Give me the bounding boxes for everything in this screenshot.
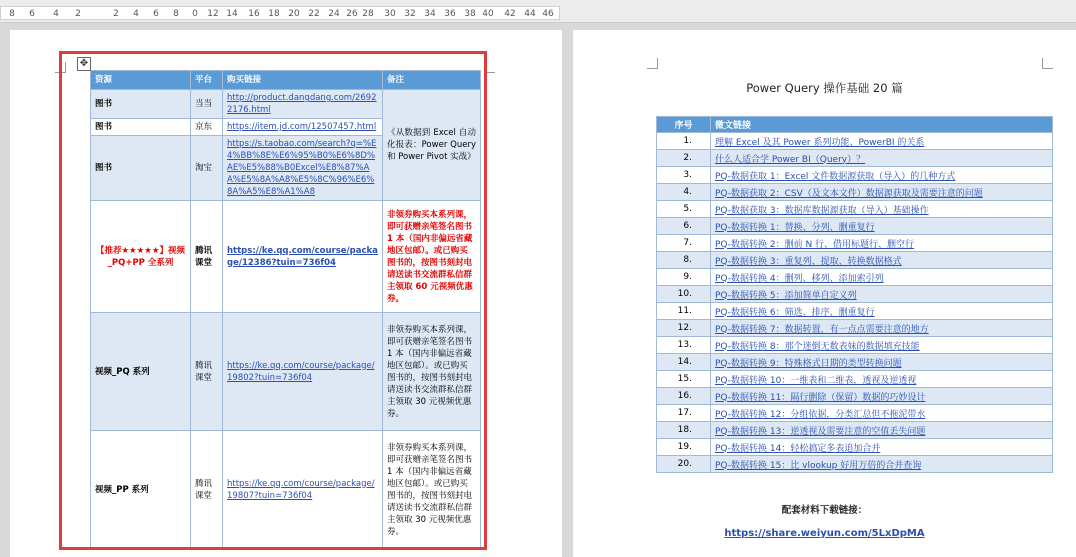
- table-row: [91, 431, 481, 549]
- article-link[interactable]: PQ-数据转换 1：替换、分列、删重复行: [715, 222, 875, 233]
- horizontal-ruler[interactable]: [0, 0, 1076, 23]
- platform-cell: 腾讯课堂: [191, 313, 223, 431]
- table-row: [657, 354, 1053, 371]
- article-link[interactable]: PQ-数据转换 6：筛选、排序、删重复行: [715, 307, 875, 318]
- article-link[interactable]: PQ-数据转换 4：删列、移列、添加索引列: [715, 273, 884, 284]
- article-link[interactable]: PQ-数据转换 13：逆透视及需要注意的空值丢失问题: [715, 426, 926, 437]
- table-row: [657, 184, 1053, 201]
- ruler-mark: 2: [113, 9, 119, 19]
- ruler-mark: 6: [153, 9, 159, 19]
- article-link[interactable]: PQ-数据转换 7：数据转置，有一点点需要注意的地方: [715, 324, 929, 335]
- header-cell: 序号: [657, 117, 711, 133]
- article-link[interactable]: PQ-数据转换 14：轻松搞定多表追加合并: [715, 443, 881, 454]
- ruler-mark: 42: [504, 9, 516, 19]
- header-cell: 购买链接: [223, 71, 383, 90]
- resource-table[interactable]: [90, 70, 481, 549]
- table-row: [657, 388, 1053, 405]
- ruler-mark: 36: [444, 9, 456, 19]
- ruler-mark: 22: [308, 9, 320, 19]
- ruler-mark: 12: [207, 9, 219, 19]
- table-row: [657, 167, 1053, 184]
- ruler-mark: 28: [362, 9, 374, 19]
- resource-cell: 图书: [91, 119, 191, 136]
- ruler-mark: 26: [346, 9, 358, 19]
- resource-cell: 【推荐★★★★★】视频_PQ+PP 全系列: [91, 201, 191, 313]
- article-table[interactable]: [656, 116, 1053, 473]
- ruler-mark: 8: [173, 9, 179, 19]
- platform-cell: 当当: [191, 90, 223, 119]
- note-cell: 非领券购买本系列课，即可获赠亲笔签名图书 1 本（国内非偏远省藏地区包邮）。或已购买图书的，按图书刻封电请送读书交流群私信群主领取 30 元视频优惠券。: [383, 313, 481, 431]
- row-number: 10.: [657, 286, 711, 303]
- article-link[interactable]: PQ-数据转换 5：添加简单自定义列: [715, 290, 857, 301]
- row-number: 1.: [657, 133, 711, 150]
- ruler-mark: 16: [248, 9, 260, 19]
- document-page-right[interactable]: [573, 30, 1076, 557]
- row-number: 2.: [657, 150, 711, 167]
- ruler-mark: 24: [328, 9, 340, 19]
- document-page-left[interactable]: [10, 30, 562, 557]
- table-row: [657, 133, 1053, 150]
- table-row: [91, 201, 481, 313]
- row-number: 16.: [657, 388, 711, 405]
- platform-cell: 淘宝: [191, 136, 223, 201]
- ruler-mark: 8: [9, 9, 15, 19]
- row-number: 13.: [657, 337, 711, 354]
- ruler-mark: 40: [482, 9, 494, 19]
- ruler-mark: 44: [524, 9, 536, 19]
- ruler-mark: 34: [424, 9, 436, 19]
- margin-corner: [1042, 58, 1053, 69]
- purchase-link[interactable]: https://ke.qq.com/course/package/19807?tuin=736f04: [227, 478, 375, 501]
- platform-cell: 京东: [191, 119, 223, 136]
- table-row: [657, 303, 1053, 320]
- table-row: [657, 371, 1053, 388]
- ruler-mark: 20: [288, 9, 300, 19]
- margin-corner: [484, 62, 495, 73]
- resource-cell: 视频_PP 系列: [91, 431, 191, 549]
- platform-cell: 腾讯课堂: [191, 201, 223, 313]
- row-number: 20.: [657, 456, 711, 473]
- article-link[interactable]: 理解 Excel 及其 Power 系列功能、PowerBI 的关系: [715, 137, 925, 148]
- header-cell: 备注: [383, 71, 481, 90]
- article-link[interactable]: PQ-数据转换 15：比 vlookup 好用万倍的合并查询: [715, 460, 922, 471]
- row-number: 12.: [657, 320, 711, 337]
- row-number: 5.: [657, 201, 711, 218]
- article-link[interactable]: 什么人适合学 Power BI（Query）？: [715, 154, 866, 165]
- table-row: [657, 235, 1053, 252]
- row-number: 15.: [657, 371, 711, 388]
- table-row: [657, 337, 1053, 354]
- note-cell: 非领券购买本系列课，即可获赠亲笔签名图书 1 本（国内非偏远省藏地区包邮）。或已购买图书的，按图书刻封电请送读书交流群私信群主领取 60 元视频优惠券。: [383, 201, 481, 313]
- article-link[interactable]: PQ-数据转换 10：一维表和二维表，透视及逆透视: [715, 375, 917, 386]
- header-cell: 平台: [191, 71, 223, 90]
- margin-corner: [55, 62, 66, 73]
- ruler-mark: 30: [384, 9, 396, 19]
- article-link[interactable]: PQ-数据获取 3：数据库数据源获取（导入）基础操作: [715, 205, 929, 216]
- purchase-link[interactable]: http://product.dangdang.com/26922176.html: [227, 93, 377, 115]
- ruler-mark: 4: [133, 9, 139, 19]
- article-link[interactable]: PQ-数据转换 8：那个迷倒无数表妹的数据填充技能: [715, 341, 920, 352]
- table-row: [657, 201, 1053, 218]
- row-number: 19.: [657, 439, 711, 456]
- row-number: 4.: [657, 184, 711, 201]
- purchase-link[interactable]: https://s.taobao.com/search?q=%E4%BB%8E%E6%95%B0%E6%8D%AE%E5%88%B0Excel%E8%87%AA%E5%8A%A8%E5%8C%96%E6%8A%A5%E8%A1%A8: [227, 139, 377, 197]
- row-number: 14.: [657, 354, 711, 371]
- table-row: [91, 313, 481, 431]
- header-cell: 资源: [91, 71, 191, 90]
- table-row: [657, 286, 1053, 303]
- article-link[interactable]: PQ-数据转换 12：分组依据，分类汇总但不拖泥带水: [715, 409, 926, 420]
- table-move-handle-icon[interactable]: ✥: [77, 57, 91, 71]
- table-row: [657, 252, 1053, 269]
- table-row: [657, 422, 1053, 439]
- ruler-mark: 6: [29, 9, 35, 19]
- ruler-mark: 38: [464, 9, 476, 19]
- page-title: Power Query 操作基础 20 篇: [746, 81, 903, 95]
- table-row: [657, 150, 1053, 167]
- table-row: [657, 456, 1053, 473]
- row-number: 18.: [657, 422, 711, 439]
- resource-cell: 视频_PQ 系列: [91, 313, 191, 431]
- table-row: [657, 320, 1053, 337]
- row-number: 6.: [657, 218, 711, 235]
- book-note-cell: 《从数据到 Excel 自动化报表：Power Query 和 Power Pivot 实战》: [383, 90, 481, 201]
- margin-corner: [647, 58, 658, 69]
- row-number: 7.: [657, 235, 711, 252]
- download-label: 配套材料下载链接：: [781, 505, 868, 516]
- table-row: [657, 269, 1053, 286]
- article-link[interactable]: PQ-数据转换 9：特殊格式日期的类型转换问题: [715, 358, 902, 369]
- row-number: 17.: [657, 405, 711, 422]
- table-header-row: [657, 117, 1053, 133]
- ruler-mark: 0: [192, 9, 198, 19]
- download-link[interactable]: https://share.weiyun.com/5LxDpMA: [724, 528, 925, 539]
- resource-cell: 图书: [91, 136, 191, 201]
- article-link[interactable]: PQ-数据转换 2：删前 N 行、借用标题行、删空行: [715, 239, 915, 250]
- article-link[interactable]: PQ-数据转换 11：隔行删除（保留）数据的巧妙设计: [715, 392, 926, 403]
- ruler-mark: 2: [75, 9, 81, 19]
- ruler-mark: 4: [53, 9, 59, 19]
- header-cell: 微文链接: [711, 117, 1053, 133]
- row-number: 11.: [657, 303, 711, 320]
- purchase-link[interactable]: https://ke.qq.com/course/package/19802?tuin=736f04: [227, 360, 375, 383]
- purchase-link[interactable]: https://item.jd.com/12507457.html: [227, 122, 377, 132]
- row-number: 9.: [657, 269, 711, 286]
- ruler-mark: 46: [542, 9, 554, 19]
- platform-cell: 腾讯课堂: [191, 431, 223, 549]
- resource-cell: 图书: [91, 90, 191, 119]
- table-row: [91, 90, 481, 119]
- table-row: [657, 405, 1053, 422]
- article-link[interactable]: PQ-数据转换 3：重复列、提取、转换数据格式: [715, 256, 902, 267]
- purchase-link[interactable]: https://ke.qq.com/course/package/12386?tuin=736f04: [227, 245, 378, 268]
- ruler-mark: 14: [226, 9, 238, 19]
- ruler-mark: 32: [404, 9, 416, 19]
- note-cell: 非领券购买本系列课，即可获赠亲笔签名图书 1 本（国内非偏远省藏地区包邮）。或已购买图书的，按图书刻封电请送读书交流群私信群主领取 30 元视频优惠券。: [383, 431, 481, 549]
- ruler-mark: 18: [268, 9, 280, 19]
- row-number: 3.: [657, 167, 711, 184]
- table-row: [657, 439, 1053, 456]
- row-number: 8.: [657, 252, 711, 269]
- article-link[interactable]: PQ-数据获取 1：Excel 文件数据源获取（导入）的几种方式: [715, 171, 956, 182]
- table-header-row: [91, 71, 481, 90]
- article-link[interactable]: PQ-数据获取 2：CSV（及文本文件）数据源获取及需要注意的问题: [715, 188, 983, 199]
- table-row: [657, 218, 1053, 235]
